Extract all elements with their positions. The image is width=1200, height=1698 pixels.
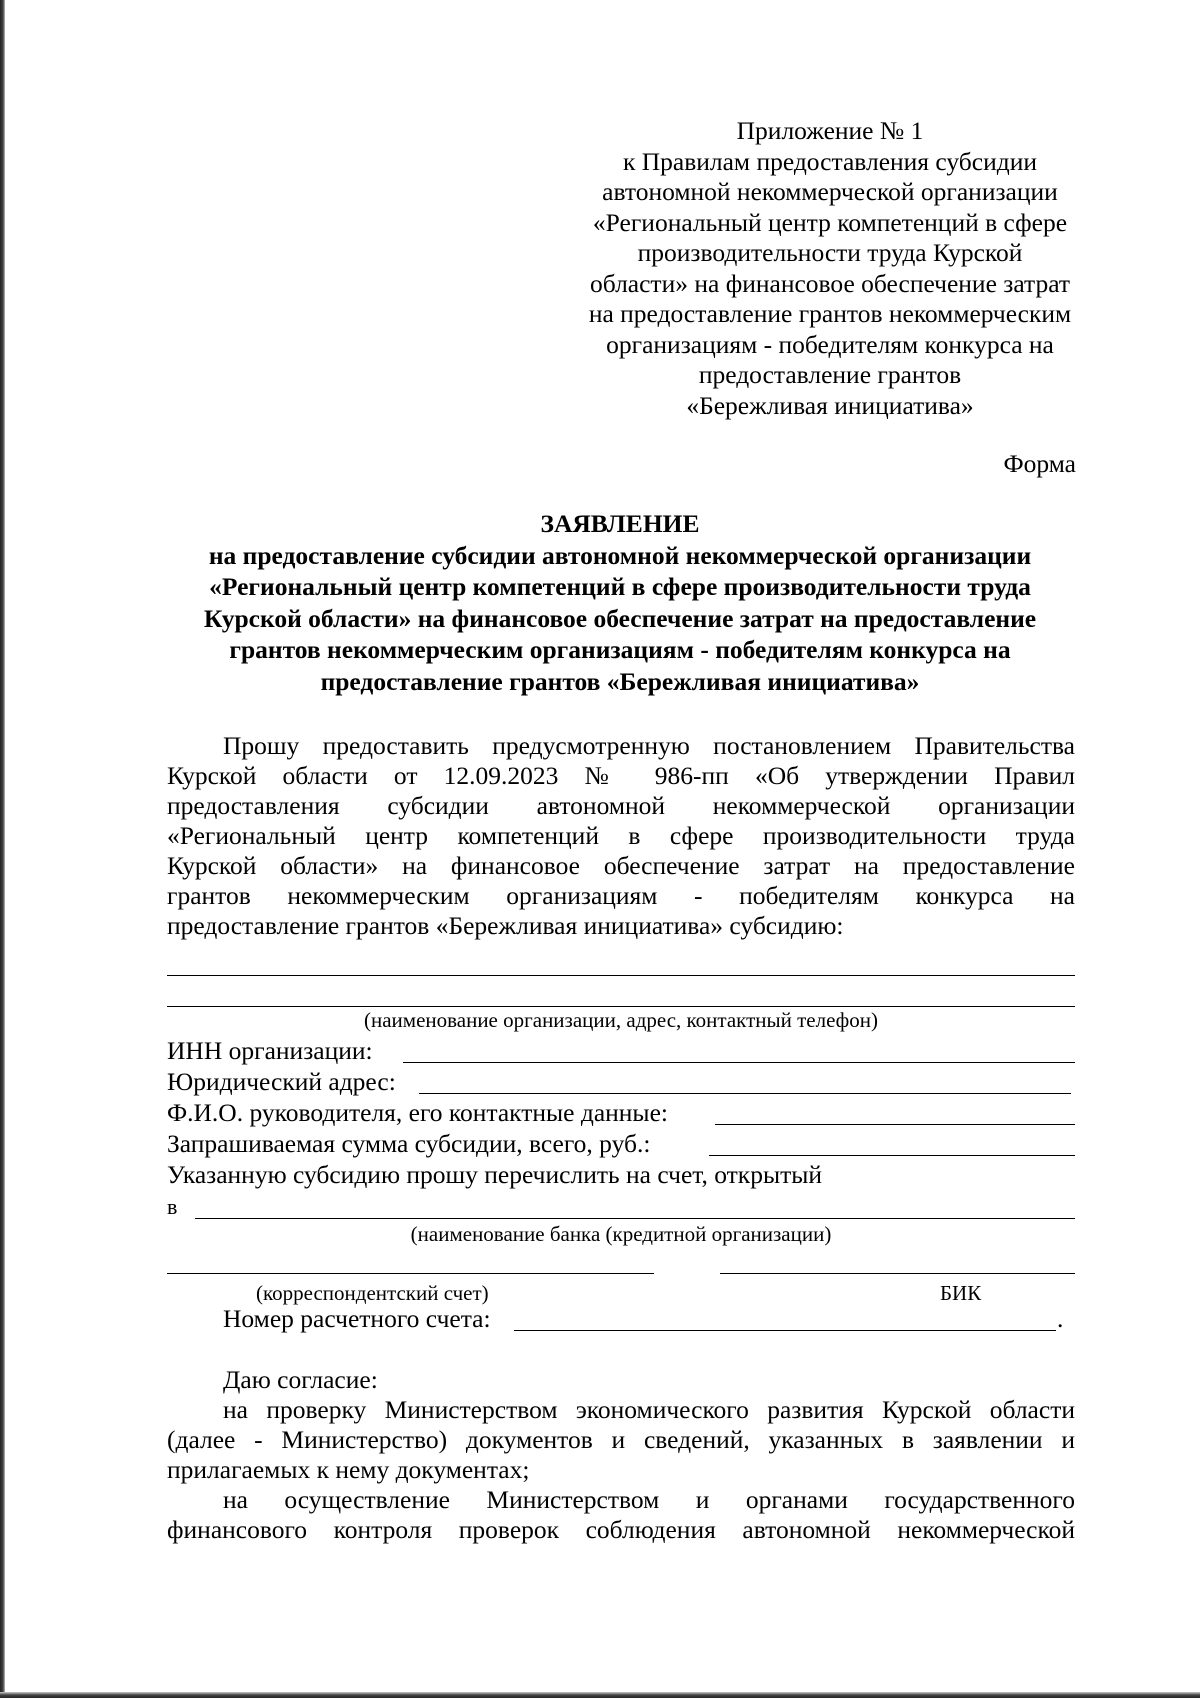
- amount-label: Запрашиваемая сумма субсидии, всего, руб.:: [167, 1129, 651, 1158]
- bik-input-line[interactable]: [720, 1273, 1075, 1274]
- inn-label: ИНН организации:: [167, 1036, 373, 1065]
- transfer-label: Указанную субсидию прошу перечислить на счет, открытый: [167, 1160, 823, 1189]
- org-name-line-1[interactable]: [167, 975, 1075, 976]
- annex-line: производительности труда Курской: [637, 238, 1023, 267]
- paragraph-line: Курской области от 12.09.2023 № 986-пп «Об утверждении Правил: [167, 761, 1075, 790]
- consent-section: [167, 1365, 1075, 1545]
- corr-account-input-line[interactable]: [167, 1273, 654, 1274]
- paragraph-line: Курской области» на финансовое обеспечение затрат на предоставление: [167, 851, 1075, 880]
- corr-account-caption: (корреспондентский счет): [256, 1281, 489, 1305]
- annex-line: «Бережливая инициатива»: [686, 390, 974, 420]
- inn-field: [167, 1036, 1075, 1066]
- paragraph-line: (далее - Министерство) документов и сведений, указанных в заявлении и: [167, 1425, 1075, 1454]
- account-end-period: .: [1057, 1304, 1064, 1333]
- title-line: «Региональный центр компетенций в сфере производительности труда: [209, 572, 1031, 601]
- annex-line: на предоставление грантов некоммерческим: [588, 299, 1072, 328]
- annex-line: организациям - победителям конкурса на: [606, 329, 1054, 359]
- paragraph-line: финансового контроля проверок соблюдения автономной некоммерческой: [167, 1515, 1075, 1544]
- legal-address-input-line[interactable]: [419, 1093, 1071, 1094]
- form-label: Форма: [1003, 449, 1076, 478]
- inn-input-line[interactable]: [403, 1062, 1075, 1063]
- request-paragraph: [167, 731, 1075, 941]
- title-line: на предоставление субсидии автономной некоммерческой организации: [208, 540, 1032, 570]
- paragraph-line: грантов некоммерческим организациям - победителям конкурса на: [167, 881, 1075, 910]
- paragraph-line: на осуществление Министерством и органами государственного: [223, 1485, 1075, 1514]
- annex-line: «Региональный центр компетенций в сфере: [592, 207, 1068, 237]
- annex-header: [560, 116, 1100, 421]
- org-caption: (наименование организации, адрес, контактный телефон): [363, 1008, 879, 1032]
- title-line: Курской области» на финансовое обеспечение затрат на предоставление: [203, 603, 1037, 633]
- director-field: [167, 1098, 1075, 1128]
- paragraph-line: прилагаемых к нему документах;: [167, 1455, 530, 1484]
- director-input-line[interactable]: [715, 1124, 1075, 1125]
- bank-caption: (наименование банка (кредитной организации): [410, 1222, 832, 1246]
- annex-line: автономной некоммерческой организации: [602, 177, 1058, 206]
- legal-address-label: Юридический адрес:: [167, 1067, 396, 1096]
- consent-intro: Даю согласие:: [223, 1365, 378, 1394]
- paragraph-line: Прошу предоставить предусмотренную постановлением Правительства: [223, 731, 1075, 760]
- title-heading: ЗАЯВЛЕНИЕ: [540, 509, 700, 538]
- title-line: предоставление грантов «Бережливая инициатива»: [320, 666, 920, 696]
- annex-line: к Правилам предоставления субсидии: [622, 146, 1038, 176]
- account-label: Номер расчетного счета:: [223, 1304, 491, 1333]
- account-field: [167, 1304, 1075, 1334]
- director-label: Ф.И.О. руководителя, его контактные данные:: [167, 1098, 668, 1127]
- annex-line: области» на финансовое обеспечение затрат: [589, 268, 1071, 298]
- annex-line: предоставление грантов: [698, 360, 962, 389]
- account-input-line[interactable]: [514, 1330, 1056, 1331]
- amount-field: [167, 1129, 1075, 1159]
- bik-caption: БИК: [940, 1281, 982, 1305]
- title-line: грантов некоммерческим организациям - победителям конкурса на: [229, 635, 1011, 664]
- transfer-text: [167, 1160, 1075, 1190]
- bank-input-line[interactable]: [195, 1218, 1075, 1219]
- annex-line: Приложение № 1: [736, 116, 924, 145]
- paragraph-line: предоставления субсидии автономной некоммерческой организации: [167, 791, 1075, 820]
- paragraph-line: на проверку Министерством экономического развития Курской области: [223, 1395, 1075, 1424]
- document-title: [150, 508, 1090, 697]
- legal-address-field: [167, 1067, 1075, 1097]
- paragraph-line: предоставление грантов «Бережливая инициатива» субсидию:: [167, 911, 844, 940]
- org-name-line-2[interactable]: [167, 1006, 1075, 1007]
- bank-prefix: в: [167, 1194, 178, 1219]
- bank-field: [167, 1192, 1075, 1222]
- amount-input-line[interactable]: [709, 1155, 1075, 1156]
- paragraph-line: «Региональный центр компетенций в сфере производительности труда: [167, 821, 1075, 850]
